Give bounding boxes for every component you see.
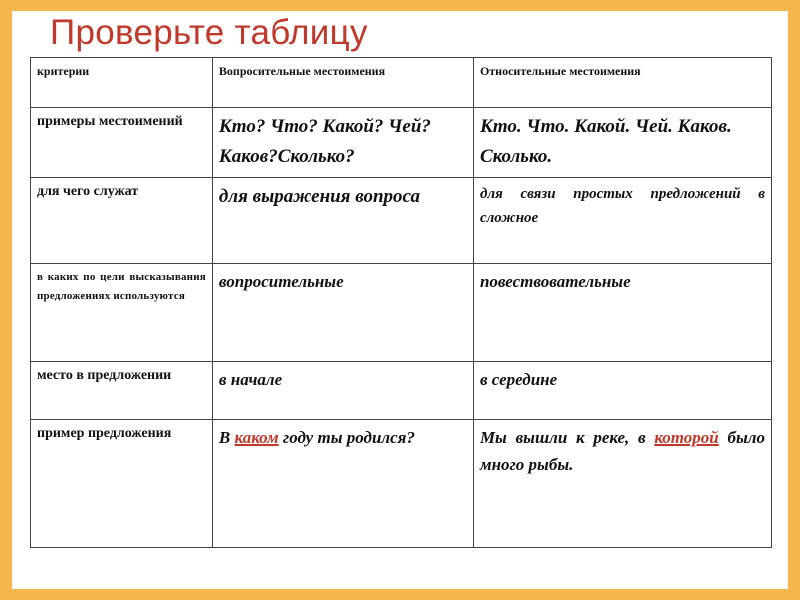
header-criteria: критерии	[31, 58, 213, 108]
interrogative-cell: в начале	[212, 362, 473, 420]
relative-cell: в середине	[473, 362, 771, 420]
interrogative-example-cell	[212, 420, 473, 548]
table-row	[31, 178, 772, 264]
header-interrogative: Вопросительные местоимения	[212, 58, 473, 108]
comparison-table	[30, 57, 772, 548]
example-text: году ты родился?	[278, 428, 415, 447]
table-row	[31, 420, 772, 548]
table-header-row	[31, 58, 772, 108]
criterion-cell: в каких по цели высказывания предложениях используются	[31, 264, 213, 362]
slide	[12, 11, 788, 589]
highlighted-pronoun: каком	[234, 428, 279, 447]
table-row	[31, 108, 772, 178]
relative-cell: для связи простых предложений в сложное	[473, 178, 771, 264]
highlighted-pronoun: которой	[654, 428, 719, 447]
relative-example-cell	[473, 420, 771, 548]
relative-cell: Кто. Что. Какой. Чей. Каков. Сколько.	[473, 108, 771, 178]
table-row	[31, 362, 772, 420]
interrogative-cell: вопросительные	[212, 264, 473, 362]
slide-title: Проверьте таблицу	[50, 13, 368, 52]
criterion-cell: пример предложения	[31, 420, 213, 548]
criterion-cell: для чего служат	[31, 178, 213, 264]
header-relative: Относительные местоимения	[473, 58, 771, 108]
criterion-cell: место в предложении	[31, 362, 213, 420]
table-row	[31, 264, 772, 362]
example-text: В	[218, 428, 235, 447]
example-text: было много рыбы.	[479, 428, 765, 475]
relative-cell: повествовательные	[473, 264, 771, 362]
interrogative-cell: Кто? Что? Какой? Чей?Каков?Сколько?	[212, 108, 473, 178]
criterion-cell: примеры местоимений	[31, 108, 213, 178]
interrogative-cell: для выражения вопроса	[212, 178, 473, 264]
example-text: Мы вышли к реке, в	[479, 428, 655, 447]
